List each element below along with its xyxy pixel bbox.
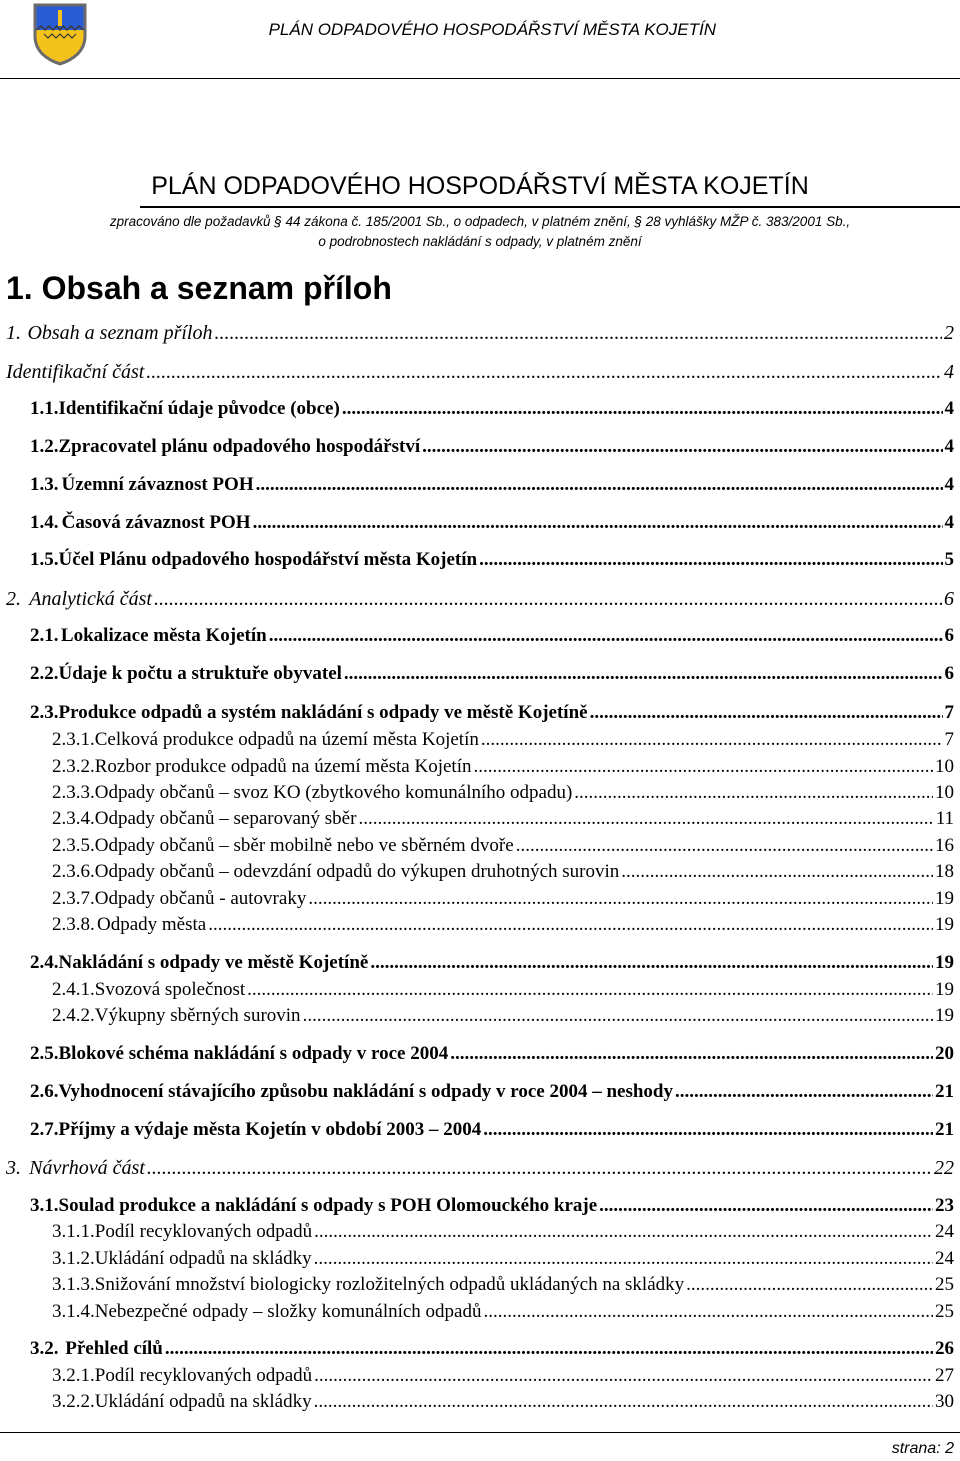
toc-label: Nebezpečné odpady – složky komunálních odpadů <box>94 1301 482 1322</box>
toc-number: 2.6. <box>30 1081 59 1102</box>
toc-entry[interactable] <box>52 1221 954 1243</box>
toc-page: 26 <box>935 1338 954 1359</box>
toc-number: 3.1.3. <box>52 1274 95 1295</box>
toc-label: Lokalizace města Kojetín <box>60 625 267 646</box>
toc-page: 24 <box>935 1221 954 1242</box>
toc-label: Časová závaznost POH <box>61 512 251 533</box>
toc-page: 18 <box>935 861 954 882</box>
toc-page: 19 <box>935 979 954 1000</box>
toc-leader <box>344 663 943 685</box>
toc-number: 3.1. <box>30 1195 59 1216</box>
footer-divider <box>0 1432 960 1433</box>
toc-leader <box>314 1391 933 1413</box>
toc-entry[interactable] <box>6 1157 954 1180</box>
toc-label: Odpady občanů – svoz KO (zbytkového komunálního odpadu) <box>94 782 573 803</box>
toc-label: Snižování množství biologicky rozložitelných odpadů ukládaných na skládky <box>94 1274 685 1295</box>
toc-leader <box>450 1043 933 1065</box>
toc-page: 4 <box>944 512 954 533</box>
toc-number: 2.2. <box>30 663 59 684</box>
toc-leader <box>247 979 933 1001</box>
toc-number: 2.3.1. <box>52 729 95 750</box>
toc-label: Ukládání odpadů na skládky <box>94 1248 312 1269</box>
toc-leader <box>370 952 933 974</box>
toc-entry[interactable] <box>30 1081 954 1103</box>
toc-leader <box>214 322 942 345</box>
toc-entry[interactable] <box>52 808 954 830</box>
toc-page: 4 <box>944 474 954 495</box>
toc-number: 2.3.6. <box>52 861 95 882</box>
toc-page: 25 <box>935 1274 954 1295</box>
toc-entry[interactable] <box>52 1365 954 1387</box>
toc-page: 25 <box>935 1301 954 1322</box>
toc-number: 1.1. <box>30 398 59 419</box>
toc-page: 10 <box>935 782 954 803</box>
toc-label: Identifikační část <box>6 361 145 383</box>
toc-label: Odpady města <box>97 914 207 935</box>
toc-leader <box>253 512 943 534</box>
toc-page: 2 <box>944 322 954 344</box>
toc-page: 7 <box>944 729 954 750</box>
toc-label: Odpady občanů - autovraky <box>94 888 307 909</box>
toc-entry[interactable] <box>30 549 954 571</box>
toc-page: 21 <box>935 1119 954 1140</box>
document-subtitle-line2: o podrobnostech nakládání s odpady, v platném znění <box>318 234 642 249</box>
toc-leader <box>154 588 942 611</box>
toc-number: 3.1.2. <box>52 1248 95 1269</box>
toc-entry[interactable] <box>52 756 954 778</box>
toc-leader <box>269 625 943 647</box>
toc-entry[interactable] <box>30 952 954 974</box>
toc-entry[interactable] <box>52 1005 954 1027</box>
toc-number: 3. <box>6 1157 21 1179</box>
toc-number: 2.4.2. <box>52 1005 95 1026</box>
toc-leader <box>686 1274 933 1296</box>
toc-label: Návrhová část <box>29 1157 145 1179</box>
toc-label: Identifikační údaje původce (obce) <box>58 398 340 419</box>
toc-leader <box>146 361 942 384</box>
toc-number: 2. <box>6 588 21 610</box>
toc-label: Přehled cílů <box>65 1338 163 1359</box>
document-title: PLÁN ODPADOVÉHO HOSPODÁŘSTVÍ MĚSTA KOJETÍN <box>151 172 809 200</box>
toc-number: 1.2. <box>30 436 59 457</box>
toc-entry[interactable] <box>52 729 954 751</box>
toc-entry[interactable] <box>52 1274 954 1296</box>
toc-number: 2.4.1. <box>52 979 95 1000</box>
toc-label: Ukládání odpadů na skládky <box>94 1391 312 1412</box>
toc-number: 3.2.2. <box>52 1391 95 1412</box>
toc-entry[interactable] <box>30 1119 954 1141</box>
toc-number: 2.3.3. <box>52 782 95 803</box>
toc-leader <box>308 888 933 910</box>
toc-page: 24 <box>935 1248 954 1269</box>
page-number: strana: 2 <box>891 1440 954 1457</box>
toc-label: Produkce odpadů a systém nakládání s odpady ve městě Kojetíně <box>58 702 588 723</box>
header-title: PLÁN ODPADOVÉHO HOSPODÁŘSTVÍ MĚSTA KOJETÍN <box>268 20 716 39</box>
toc-entry[interactable] <box>30 663 954 685</box>
toc-leader <box>484 1301 934 1323</box>
toc-label: Odpady občanů – sběr mobilně nebo ve sběrném dvoře <box>94 835 514 856</box>
toc-entry[interactable] <box>30 398 954 420</box>
toc-leader <box>314 1365 933 1387</box>
toc-leader <box>483 1119 933 1141</box>
toc-number: 2.4. <box>30 952 59 973</box>
toc-leader <box>473 756 933 778</box>
toc-page: 22 <box>934 1157 954 1179</box>
toc-entry[interactable] <box>6 322 954 345</box>
toc-number: 1.3. <box>30 474 59 495</box>
toc-entry[interactable] <box>30 1043 954 1065</box>
toc-entry[interactable] <box>52 888 954 910</box>
document-subtitle-line1: zpracováno dle požadavků § 44 zákona č. 185/2001 Sb., o odpadech, v platném znění, § 28 vyhlášky MŽP č. 383/2001 Sb., <box>109 214 851 229</box>
toc-number: 2.3.2. <box>52 756 95 777</box>
toc-page: 7 <box>944 702 954 723</box>
toc-entry[interactable] <box>30 1338 954 1360</box>
toc-label: Vyhodnocení stávajícího způsobu nakládání s odpady v roce 2004 – neshody <box>58 1081 673 1102</box>
toc-number: 1. <box>6 322 21 344</box>
toc-number: 3.2. <box>30 1338 59 1359</box>
toc-page: 19 <box>935 952 954 973</box>
toc-leader <box>516 835 933 857</box>
toc-label: Podíl recyklovaných odpadů <box>94 1221 313 1242</box>
toc-page: 5 <box>944 549 954 570</box>
toc-number: 2.3.7. <box>52 888 95 909</box>
toc-leader <box>621 861 933 883</box>
toc-label: Příjmy a výdaje města Kojetín v období 2003 – 2004 <box>58 1119 482 1140</box>
toc-page: 19 <box>935 1005 954 1026</box>
toc-label: Odpady občanů – separovaný sběr <box>94 808 357 829</box>
toc-number: 2.7. <box>30 1119 59 1140</box>
toc-number: 2.3.4. <box>52 808 95 829</box>
toc-label: Zpracovatel plánu odpadového hospodářství <box>58 436 421 457</box>
toc-entry[interactable] <box>52 782 954 804</box>
toc-entry[interactable] <box>6 588 954 611</box>
toc-leader <box>422 436 942 458</box>
toc-leader <box>675 1081 933 1103</box>
toc-page: 19 <box>935 914 954 935</box>
toc-entry[interactable] <box>52 979 954 1001</box>
toc-entry[interactable] <box>52 861 954 883</box>
toc-leader <box>599 1195 933 1217</box>
toc-number: 2.5. <box>30 1043 59 1064</box>
toc-page: 4 <box>944 436 954 457</box>
toc-page: 20 <box>935 1043 954 1064</box>
toc-entry[interactable] <box>52 1301 954 1323</box>
toc-leader <box>314 1248 933 1270</box>
toc-leader <box>208 914 933 936</box>
toc-page: 6 <box>944 663 954 684</box>
toc-page: 6 <box>944 625 954 646</box>
toc-number: 3.1.4. <box>52 1301 95 1322</box>
toc-label: Výkupny sběrných surovin <box>94 1005 301 1026</box>
toc-label: Odpady občanů – odevzdání odpadů do výkupen druhotných surovin <box>94 861 620 882</box>
toc-page: 21 <box>935 1081 954 1102</box>
toc-label: Nakládání s odpady ve městě Kojetíně <box>58 952 369 973</box>
toc-number: 2.3.8. <box>52 914 95 935</box>
toc-entry[interactable] <box>52 835 954 857</box>
toc-entry[interactable] <box>30 1195 954 1217</box>
toc-label: Svozová společnost <box>94 979 246 1000</box>
toc-page: 27 <box>935 1365 954 1386</box>
toc-page: 11 <box>935 808 954 829</box>
toc-entry[interactable] <box>30 512 954 534</box>
toc-page: 23 <box>935 1195 954 1216</box>
toc-entry[interactable] <box>30 436 954 458</box>
toc-label: Soulad produkce a nakládání s odpady s POH Olomouckého kraje <box>58 1195 598 1216</box>
toc-label: Územní závaznost POH <box>61 474 254 495</box>
toc-page: 10 <box>935 756 954 777</box>
toc-number: 1.5. <box>30 549 59 570</box>
toc-label: Rozbor produkce odpadů na území města Kojetín <box>94 756 472 777</box>
toc-page: 30 <box>935 1391 954 1412</box>
toc-entry[interactable] <box>52 1248 954 1270</box>
toc-leader <box>147 1157 932 1180</box>
toc-label: Údaje k počtu a struktuře obyvatel <box>58 663 342 684</box>
toc-page: 6 <box>944 588 954 610</box>
toc-leader <box>358 808 933 830</box>
toc-leader <box>574 782 933 804</box>
toc-label: Blokové schéma nakládání s odpady v roce 2004 <box>58 1043 449 1064</box>
toc-leader <box>314 1221 933 1243</box>
toc-label: Celková produkce odpadů na území města Kojetín <box>94 729 479 750</box>
toc-number: 2.3.5. <box>52 835 95 856</box>
toc-entry[interactable] <box>6 361 954 384</box>
toc-leader <box>479 549 942 571</box>
toc-number: 1.4. <box>30 512 59 533</box>
toc-number: 3.1.1. <box>52 1221 95 1242</box>
toc-number: 3.2.1. <box>52 1365 95 1386</box>
toc-page: 16 <box>935 835 954 856</box>
toc-entry[interactable] <box>30 474 954 496</box>
toc-leader <box>256 474 943 496</box>
toc-entry[interactable] <box>52 1391 954 1413</box>
toc-leader <box>481 729 943 751</box>
toc-number: 2.1. <box>30 625 59 646</box>
toc-entry[interactable] <box>52 914 954 936</box>
toc-leader <box>590 702 943 724</box>
toc-leader <box>303 1005 933 1027</box>
toc-leader <box>342 398 943 420</box>
toc-entry[interactable] <box>30 702 954 724</box>
toc-leader <box>165 1338 933 1360</box>
toc-label: Účel Plánu odpadového hospodářství města Kojetín <box>58 549 478 570</box>
toc-page: 19 <box>935 888 954 909</box>
toc-number: 2.3. <box>30 702 59 723</box>
toc-page: 4 <box>944 361 954 383</box>
toc-entry[interactable] <box>30 625 954 647</box>
toc-page: 4 <box>944 398 954 419</box>
toc-label: Podíl recyklovaných odpadů <box>94 1365 313 1386</box>
section-heading: 1. Obsah a seznam příloh <box>6 270 392 306</box>
toc-label: Analytická část <box>29 588 152 610</box>
toc-label: Obsah a seznam příloh <box>27 322 213 344</box>
